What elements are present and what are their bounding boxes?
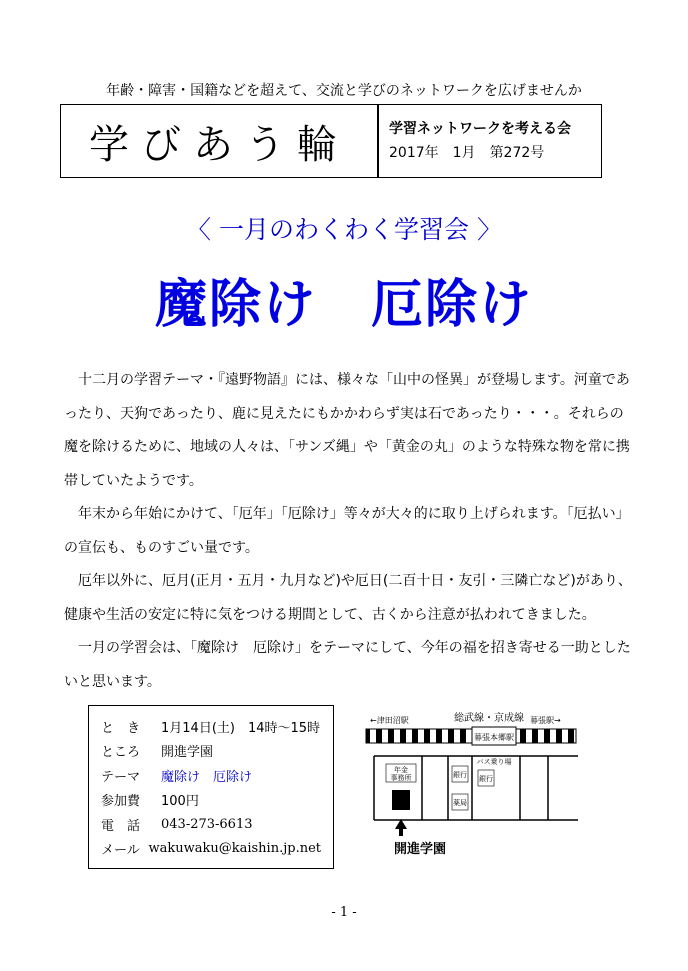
info-row-place [101, 739, 321, 764]
line-name-label: 総武線・京成線 [454, 713, 524, 724]
info-row-phone [101, 812, 321, 837]
bus-stop-label: バス乗り場 [476, 758, 512, 766]
issue-year: 2017年 [389, 145, 439, 161]
issue-number: 第272号 [489, 145, 545, 161]
station-name: 幕張本郷駅 [474, 733, 514, 742]
school-map-label: 開進学園 [393, 842, 447, 857]
masthead [60, 104, 602, 178]
bank-label: 銀行 [479, 775, 493, 783]
event-subtitle: 〈 一月のわくわく学習会 〉 [186, 215, 502, 244]
info-label: 参加費 [101, 794, 141, 810]
pension-office-label: 事務所 [390, 774, 412, 782]
access-map [364, 708, 578, 858]
issue-meta [389, 141, 601, 165]
event-info-box [88, 705, 334, 869]
masthead-info [379, 105, 601, 177]
info-label: 電 話 [101, 818, 141, 834]
tagline: 年齢・障害・国籍などを超えて、交流と学びのネットワークを広げませんか [106, 83, 582, 99]
info-value: 043-273-6613 [161, 816, 253, 832]
info-value: 100円 [161, 794, 199, 810]
bank-label: 銀行 [453, 771, 467, 779]
info-label: ところ [101, 745, 141, 761]
railway-track [366, 729, 576, 743]
paragraph: 年末から年始にかけて、「厄年」「厄除け」等々が大々的に取り上げられます。「厄払い」の宣伝も、ものすごい量です。 [64, 506, 630, 556]
info-value: 開進学園 [161, 745, 214, 761]
organization-name: 学習ネットワークを考える会 [389, 121, 571, 137]
pension-label: 年金 [394, 766, 408, 774]
issue-month: 1月 [452, 145, 476, 161]
info-value: 1月14日(土) 14時～15時 [161, 720, 321, 736]
left-station-label: ←津田沼駅 [370, 716, 409, 725]
article-body [64, 364, 632, 699]
right-station-label: 幕張駅→ [530, 716, 561, 725]
info-label: テーマ [101, 769, 141, 785]
page-number: - 1 - [331, 905, 357, 920]
info-row-mail [101, 837, 321, 862]
newsletter-title: 学びあう輪 [61, 105, 379, 177]
info-label: メール [101, 843, 140, 859]
info-value: 魔除け 厄除け [161, 769, 253, 785]
arrow-up-icon [395, 819, 407, 836]
school-building [392, 790, 410, 810]
info-label: と き [101, 720, 141, 736]
info-row-theme [101, 763, 321, 788]
event-title: 魔除け 厄除け [154, 275, 533, 335]
info-row-fee [101, 788, 321, 813]
paragraph: 十二月の学習テーマ・『遠野物語』には、様々な「山中の怪異」が登場します。河童であったり、天狗であったり、鹿に見えたにもかかわらず実は石であったり・・・。それらの魔を除けるために、地域の人々は、「サンズ縄」や「黄金の丸」のような特殊な物を常に携帯していたようです。 [64, 372, 630, 489]
info-row-date [101, 714, 321, 739]
paragraph: 厄年以外に、厄月(正月・五月・九月など)や厄日(二百十日・友引・三隣亡など)があり、健康や生活の安定に特に気をつける期間として、古くから注意が払われてきました。 [64, 573, 632, 623]
map-labels [370, 711, 561, 725]
email-link[interactable]: wakuwaku@kaishin.jp.net [148, 841, 321, 857]
pharmacy-label: 薬局 [453, 799, 467, 807]
paragraph: 一月の学習会は、「魔除け 厄除け」をテーマにして、今年の福を招き寄せる一助としたいと思います。 [64, 640, 631, 690]
